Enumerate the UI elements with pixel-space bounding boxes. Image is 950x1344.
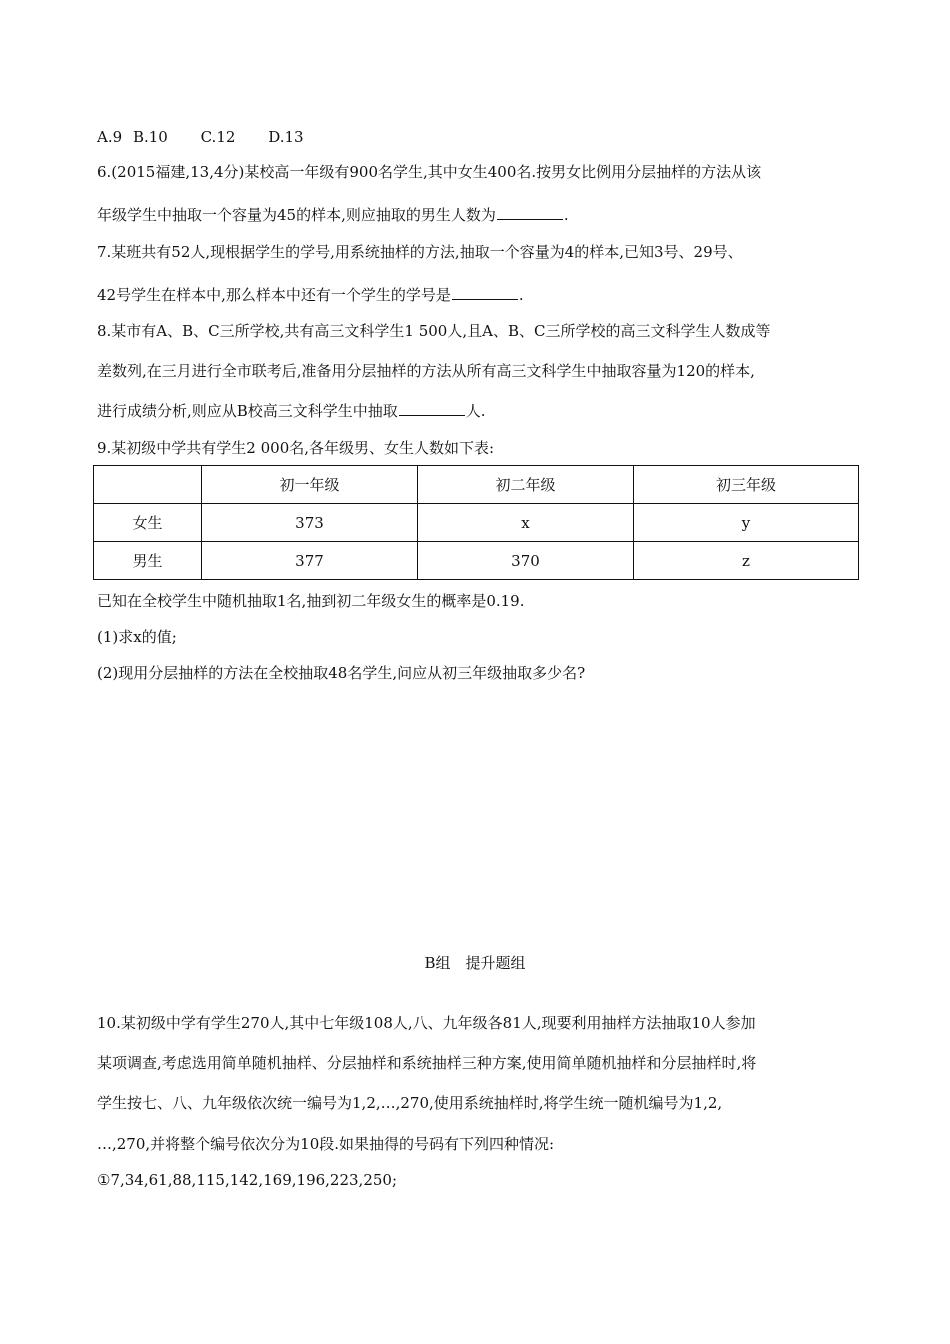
option-b: B.10 (132, 128, 168, 146)
q8-line2: 差数列,在三月进行全市联考后,准备用分层抽样的方法从所有高三文科学生中抽取容量为120的样本, (97, 362, 755, 380)
q9-intro: 9.某初级中学共有学生2 000名,各年级男、女生人数如下表: (97, 439, 495, 457)
table-cell: x (418, 504, 634, 542)
q10-line1: 10.某初级中学有学生270人,其中七年级108人,八、九年级各81人,现要利用抽样方法抽取10人参加 (97, 1014, 756, 1032)
q10-line2: 某项调查,考虑选用简单随机抽样、分层抽样和系统抽样三种方案,使用简单随机抽样和分层抽样时,将 (97, 1054, 757, 1072)
q7-text: 42号学生在样本中,那么样本中还有一个学生的学号是 (97, 286, 451, 304)
table-header-row (94, 466, 859, 504)
q8-end: 人. (465, 402, 486, 420)
table-cell: 373 (202, 504, 418, 542)
q6-text: 年级学生中抽取一个容量为45的样本,则应抽取的男生人数为 (97, 206, 496, 224)
q6-line1: 6.(2015福建,13,4分)某校高一年级有900名学生,其中女生400名.按男女比例用分层抽样的方法从该 (97, 163, 762, 181)
table-cell: z (634, 542, 859, 580)
grade-gender-table (93, 465, 859, 580)
q6-answer-blank[interactable] (497, 205, 563, 220)
q7-end: . (518, 286, 524, 304)
q10-line3: 学生按七、八、九年级依次统一编号为1,2,…,270,使用系统抽样时,将学生统一随机编号为1,2, (97, 1094, 723, 1112)
q9-part2: (2)现用分层抽样的方法在全校抽取48名学生,问应从初三年级抽取多少名? (97, 664, 586, 682)
table-row (94, 542, 859, 580)
q8-answer-blank[interactable] (399, 401, 465, 416)
q7-line1: 7.某班共有52人,现根据学生的学号,用系统抽样的方法,抽取一个容量为4的样本,已知3号、29号、 (97, 243, 743, 261)
table-header-cell: 初三年级 (634, 466, 859, 504)
table-cell: 男生 (94, 542, 202, 580)
table-header-cell: 初二年级 (418, 466, 634, 504)
q8-line1: 8.某市有A、B、C三所学校,共有高三文科学生1 500人,且A、B、C三所学校的高三文科学生人数成等 (97, 322, 771, 340)
q9-given: 已知在全校学生中随机抽取1名,抽到初二年级女生的概率是0.19. (97, 592, 525, 610)
q6-line2 (97, 205, 569, 225)
q10-case1: ①7,34,61,88,115,142,169,196,223,250; (97, 1171, 397, 1189)
option-c: C.12 (200, 128, 236, 146)
table-cell: 377 (202, 542, 418, 580)
table-header-cell: 初一年级 (202, 466, 418, 504)
table-row (94, 504, 859, 542)
q10-line4: …,270,并将整个编号依次分为10段.如果抽得的号码有下列四种情况: (97, 1135, 555, 1153)
section-b-heading: B组 提升题组 (424, 954, 526, 972)
q6-end: . (563, 206, 569, 224)
q7-answer-blank[interactable] (452, 285, 518, 300)
q7-line2 (97, 285, 524, 305)
q9-part1: (1)求x的值; (97, 628, 177, 646)
option-a: A.9 (97, 128, 123, 146)
q5-options (97, 127, 332, 147)
table-cell: 女生 (94, 504, 202, 542)
table-cell: 370 (418, 542, 634, 580)
q8-text: 进行成绩分析,则应从B校高三文科学生中抽取 (97, 402, 398, 420)
option-d: D.13 (268, 128, 304, 146)
table-header-cell (94, 466, 202, 504)
q8-line3 (97, 401, 486, 421)
table-cell: y (634, 504, 859, 542)
